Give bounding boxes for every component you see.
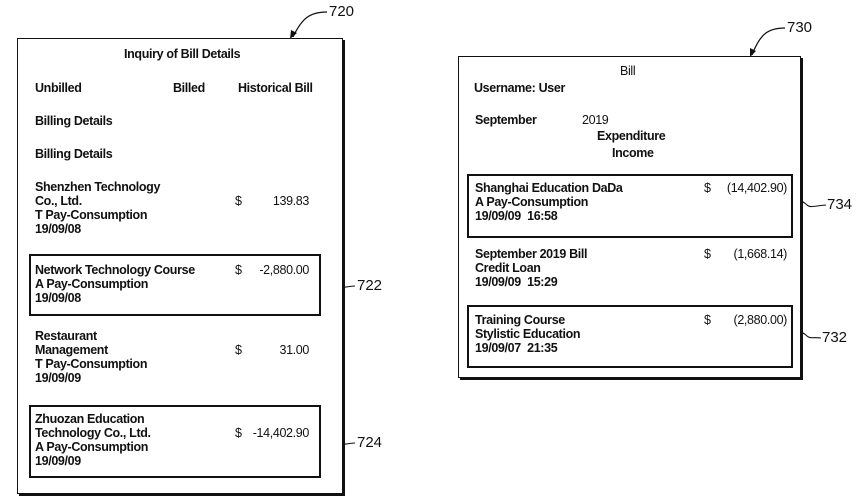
ref-numeral-724: 724 xyxy=(357,434,383,451)
entry-amount: (14,402.90) xyxy=(726,181,787,195)
entry-date: 19/09/09 xyxy=(35,371,81,385)
currency-symbol: $ xyxy=(235,343,242,357)
tab-historical-bill[interactable]: Historical Bill xyxy=(238,81,313,95)
entry-datetime: 19/09/09 16:58 xyxy=(475,209,558,223)
filter-income[interactable]: Income xyxy=(612,146,654,160)
merchant-name: Zhuozan Education xyxy=(35,412,145,426)
merchant-name: September 2019 Bill xyxy=(475,247,588,261)
entry-datetime: 19/09/09 15:29 xyxy=(475,275,558,289)
payment-type: A Pay-Consumption xyxy=(35,277,149,291)
merchant-name: Restaurant xyxy=(35,329,97,343)
merchant-name-cont: Co., Ltd. xyxy=(35,194,82,208)
payment-type: Credit Loan xyxy=(475,261,541,275)
tab-unbilled[interactable]: Unbilled xyxy=(35,81,82,95)
month-selector[interactable]: September xyxy=(475,113,537,127)
entry-amount: -2,880.00 xyxy=(259,263,309,277)
merchant-name: Shenzhen Technology xyxy=(35,180,161,194)
currency-symbol: $ xyxy=(704,313,711,327)
entry-date: 19/09/08 xyxy=(35,291,81,305)
payment-type: A Pay-Consumption xyxy=(35,440,149,454)
username-label: Username: User xyxy=(474,81,565,95)
page-title: Inquiry of Bill Details xyxy=(124,47,241,61)
entry-amount: 31.00 xyxy=(279,343,309,357)
entry-amount: (1,668.14) xyxy=(733,247,787,261)
year-selector[interactable]: 2019 xyxy=(582,113,609,127)
ref-numeral-720: 720 xyxy=(329,3,355,20)
section-label-billing-details: Billing Details xyxy=(35,114,113,128)
merchant-name-cont: Technology Co., Ltd. xyxy=(35,426,151,440)
payment-type: A Pay-Consumption xyxy=(475,195,589,209)
payment-type: T Pay-Consumption xyxy=(35,357,148,371)
merchant-name-cont: Management xyxy=(35,343,108,357)
ref-numeral-732: 732 xyxy=(822,329,848,346)
currency-symbol: $ xyxy=(235,194,242,208)
section-label-billing-details: Billing Details xyxy=(35,147,113,161)
ref-numeral-722: 722 xyxy=(357,277,383,294)
page-title: Bill xyxy=(620,64,636,78)
ref-numeral-730: 730 xyxy=(787,19,813,36)
entry-amount: (2,880.00) xyxy=(733,313,787,327)
merchant-name: Training Course xyxy=(475,313,565,327)
currency-symbol: $ xyxy=(704,247,711,261)
tab-billed[interactable]: Billed xyxy=(173,81,205,95)
filter-expenditure[interactable]: Expenditure xyxy=(597,129,666,143)
entry-amount: 139.83 xyxy=(272,194,309,208)
currency-symbol: $ xyxy=(235,263,242,277)
ref-numeral-734: 734 xyxy=(827,196,853,213)
payment-type: Stylistic Education xyxy=(475,327,581,341)
currency-symbol: $ xyxy=(704,181,711,195)
merchant-name: Shanghai Education DaDa xyxy=(475,181,623,195)
entry-date: 19/09/09 xyxy=(35,454,81,468)
entry-date: 19/09/08 xyxy=(35,222,81,236)
merchant-name: Network Technology Course xyxy=(35,263,195,277)
entry-datetime: 19/09/07 21:35 xyxy=(475,341,558,355)
payment-type: T Pay-Consumption xyxy=(35,208,148,222)
currency-symbol: $ xyxy=(235,426,242,440)
entry-amount: -14,402.90 xyxy=(252,426,309,440)
